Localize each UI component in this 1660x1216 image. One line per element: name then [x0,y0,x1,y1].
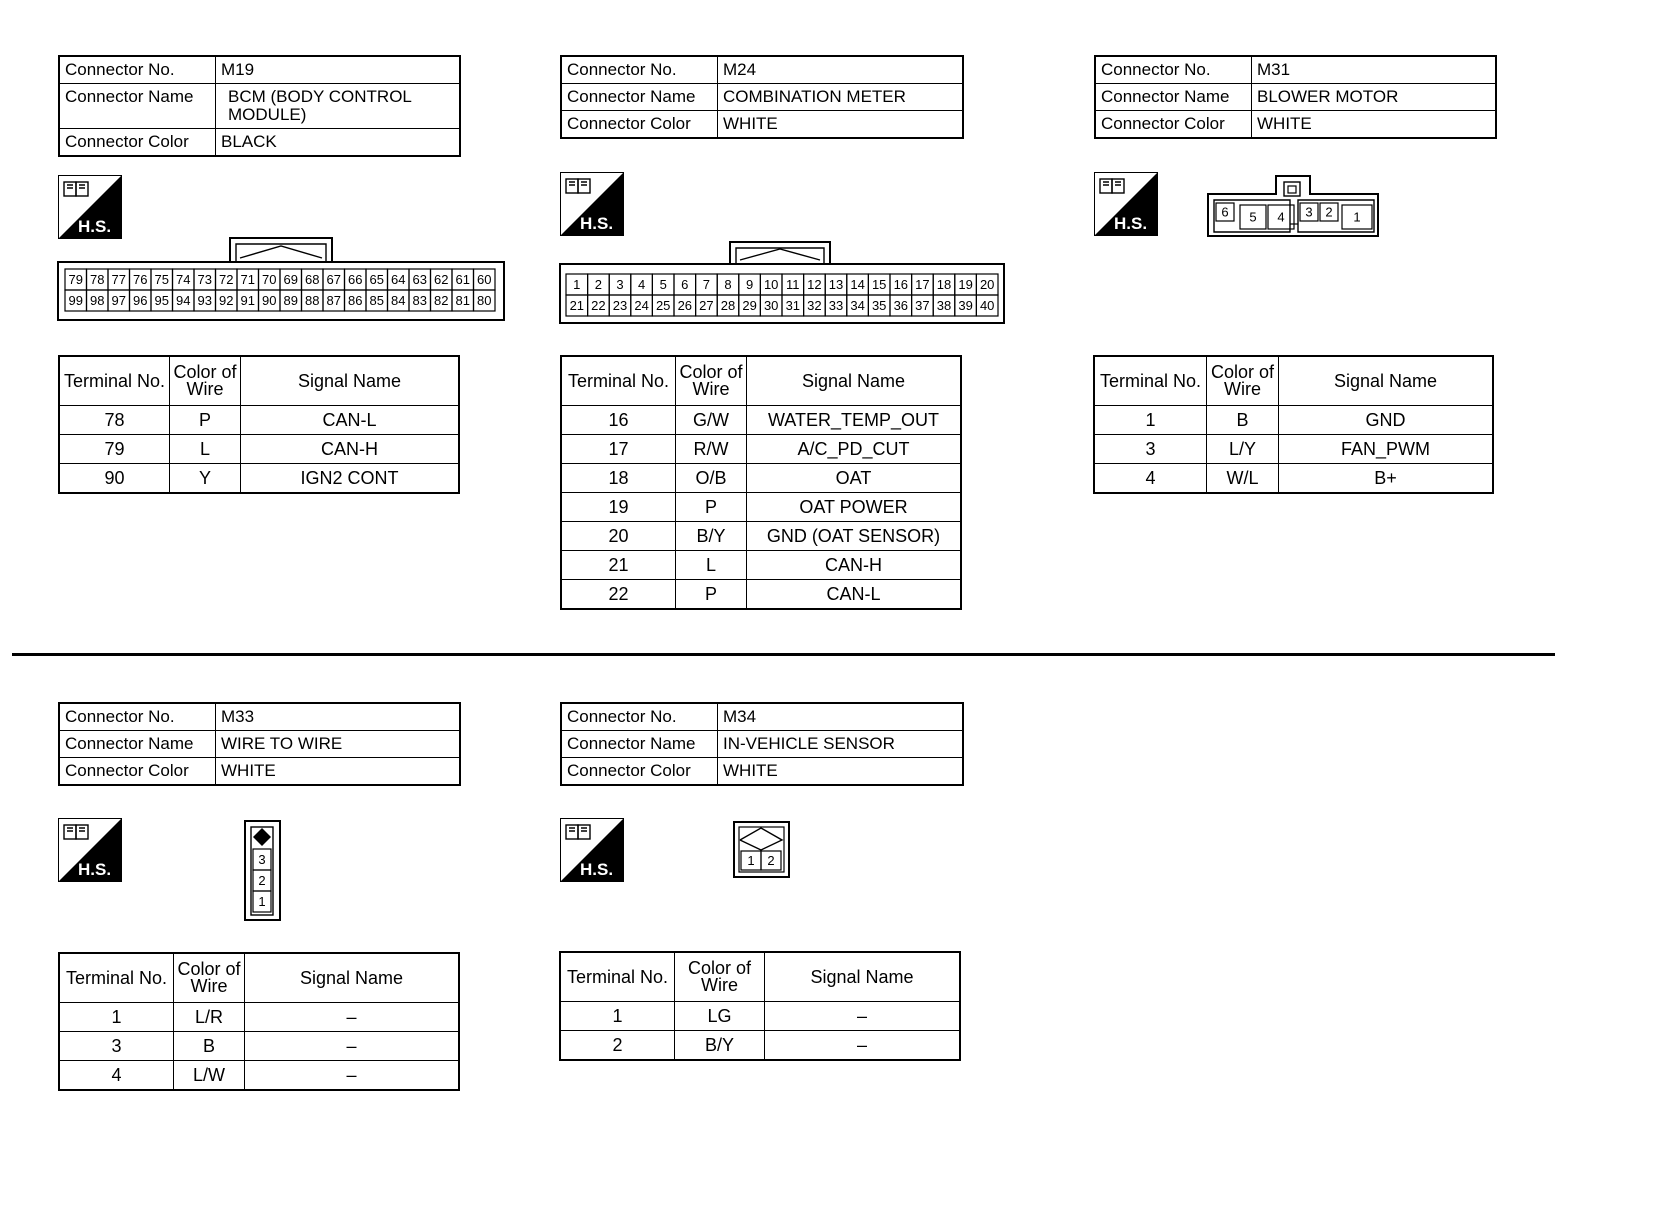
pin-number: 93 [197,293,212,308]
pin-number: 7 [702,277,711,292]
pin-number: 39 [958,298,973,313]
table-row [59,1003,459,1032]
wire-color: L [170,435,241,464]
pin-number: 94 [176,293,191,308]
pin-number: 2 [1325,204,1333,220]
pin-number: 3 [258,852,266,867]
terminal-no: 21 [561,551,676,580]
pin-number: 99 [68,293,83,308]
pin-number: 61 [455,272,470,287]
wire-color: Y [170,464,241,494]
pin-number: 16 [893,277,909,292]
signal-name: GND [1279,406,1494,435]
pin-number: 2 [258,873,266,888]
hs-label: H.S. [1114,214,1148,233]
pin-number: 92 [219,293,234,308]
keyway-diamond-icon [253,828,271,846]
signal-name: – [245,1061,460,1091]
pin-number: 90 [262,293,277,308]
pin-number: 34 [850,298,865,313]
pin-number: 31 [785,298,801,313]
table-row [1094,464,1493,494]
wire-color: B/Y [675,1031,765,1061]
connector-color-label: Connector Color [1095,111,1252,139]
terminal-no: 1 [59,1003,174,1032]
terminal-no: 17 [561,435,676,464]
wire-color: L [676,551,747,580]
terminal-no: 16 [561,406,676,435]
pin-number: 23 [612,298,628,313]
pin-number: 29 [742,298,757,313]
pin-number: 27 [699,298,714,313]
signal-name: – [245,1032,460,1061]
wire-color-header: Color of Wire [675,952,765,1002]
wire-color: P [676,493,747,522]
pin-number: 28 [720,298,736,313]
keyway-chevron-icon [740,828,782,850]
table-row [561,551,961,580]
connector-name-value: COMBINATION METER [718,84,964,111]
connector-name-value: WIRE TO WIRE [216,731,461,758]
wire-color: L/W [174,1061,245,1091]
pin-number: 97 [111,293,126,308]
terminal-no-header: Terminal No. [1094,356,1207,406]
pin-number: 20 [979,277,995,292]
table-row [561,464,961,493]
terminal-no-header: Terminal No. [560,952,675,1002]
pin-number: 79 [68,272,83,287]
pin-number: 22 [591,298,606,313]
signal-name: CAN-L [747,580,962,610]
connector-color-label: Connector Color [59,758,216,786]
signal-name-header: Signal Name [241,356,460,406]
terminal-no-header: Terminal No. [59,953,174,1003]
pin-number: 62 [434,272,449,287]
m31-connector-face [1206,172,1382,240]
pin-number: 98 [90,293,105,308]
pin-number: 17 [915,277,930,292]
signal-name: – [765,1031,961,1061]
m24-terminal-table [560,355,962,610]
pin-number: 11 [786,277,800,292]
connector-color-label: Connector Color [561,111,718,139]
terminal-no: 22 [561,580,676,610]
table-row [1094,406,1493,435]
wire-color-header: Color of Wire [170,356,241,406]
table-row [1094,435,1493,464]
signal-name-header: Signal Name [747,356,962,406]
pin-number: 88 [305,293,320,308]
pin-number: 2 [594,277,603,292]
wire-color: O/B [676,464,747,493]
harness-side-icon [58,818,122,882]
connector-color-label: Connector Color [59,129,216,157]
pin-number: 83 [412,293,427,308]
m33-info-table [58,702,461,786]
connector-name-value: BLOWER MOTOR [1252,84,1497,111]
pin-number: 89 [283,293,298,308]
pin-number: 6 [1221,204,1229,220]
pin-number: 4 [1277,209,1285,225]
connector-color-value: WHITE [718,111,964,139]
table-row [59,406,459,435]
pin-number: 26 [677,298,693,313]
table-row [561,522,961,551]
m34-connector-face [732,820,792,880]
pin-number: 25 [655,298,671,313]
connector-color-value: BLACK [216,129,461,157]
signal-name: FAN_PWM [1279,435,1494,464]
pin-number: 40 [979,298,995,313]
table-row [561,406,961,435]
pin-number: 72 [219,272,234,287]
terminal-no: 4 [1094,464,1207,494]
signal-name: – [245,1003,460,1032]
hs-label: H.S. [580,214,614,233]
table-row [561,435,961,464]
pin-number: 32 [807,298,822,313]
pin-number: 13 [828,277,844,292]
pin-number: 38 [936,298,952,313]
signal-name: OAT [747,464,962,493]
wire-color: R/W [676,435,747,464]
table-row [59,1061,459,1091]
pin-number: 6 [681,277,689,292]
connector-no-label: Connector No. [1095,56,1252,84]
pin-number: 65 [369,272,384,287]
m24-info-table [560,55,964,139]
terminal-no: 2 [560,1031,675,1061]
m33-terminal-table [58,952,460,1091]
pin-number: 69 [283,272,298,287]
pin-number: 1 [1353,209,1361,225]
signal-name: CAN-L [241,406,460,435]
m34-terminal-table [559,951,961,1061]
signal-name: GND (OAT SENSOR) [747,522,962,551]
m34-info-table [560,702,964,786]
pin-number: 15 [871,277,887,292]
signal-name-header: Signal Name [245,953,460,1003]
wire-color: B [1207,406,1279,435]
pin-number: 37 [915,298,930,313]
terminal-no: 4 [59,1061,174,1091]
pin-number: 9 [745,277,754,292]
pin-number: 78 [90,272,105,287]
wire-color-header: Color of Wire [676,356,747,406]
pin-number: 30 [763,298,779,313]
pin-number: 67 [326,272,341,287]
connector-name-value: IN-VEHICLE SENSOR [718,731,964,758]
table-row [59,435,459,464]
connector-name-label: Connector Name [1095,84,1252,111]
connector-name-label: Connector Name [561,731,718,758]
wire-color: P [170,406,241,435]
pin-number: 66 [348,272,363,287]
pin-number: 63 [412,272,427,287]
pin-number: 18 [936,277,952,292]
hs-label: H.S. [580,860,614,879]
pin-number: 12 [807,277,822,292]
pin-number: 73 [197,272,212,287]
wire-color: B [174,1032,245,1061]
table-row [560,1002,960,1031]
wire-color: L/Y [1207,435,1279,464]
connector-color-value: WHITE [216,758,461,786]
pin-number: 4 [637,277,646,292]
wire-color-header: Color of Wire [174,953,245,1003]
pin-number: 1 [573,277,581,292]
connector-name-value: BCM (BODY CONTROL MODULE) [216,84,461,129]
pin-number: 1 [258,894,266,909]
pin-number: 74 [176,272,191,287]
terminal-no: 3 [1094,435,1207,464]
m19-connector-face [56,236,506,322]
pin-number: 33 [828,298,844,313]
connector-no-label: Connector No. [59,56,216,84]
pin-number: 10 [763,277,779,292]
pin-number: 64 [391,272,406,287]
signal-name: A/C_PD_CUT [747,435,962,464]
signal-name: – [765,1002,961,1031]
m33-connector-face [243,819,283,923]
connector-no-value: M19 [216,56,461,84]
connector-name-label: Connector Name [59,84,216,129]
pin-number: 84 [391,293,406,308]
hs-label: H.S. [78,860,112,879]
terminal-no: 20 [561,522,676,551]
pin-number: 80 [477,293,492,308]
pin-number: 3 [1305,204,1313,220]
pin-number: 35 [871,298,887,313]
terminal-no-header: Terminal No. [561,356,676,406]
section-divider [12,653,1555,656]
connector-name-label: Connector Name [59,731,216,758]
terminal-no: 18 [561,464,676,493]
signal-name-header: Signal Name [1279,356,1494,406]
connector-no-value: M33 [216,703,461,731]
signal-name: CAN-H [241,435,460,464]
connector-color-label: Connector Color [561,758,718,786]
pin-number: 19 [958,277,973,292]
signal-name: B+ [1279,464,1494,494]
wire-color: LG [675,1002,765,1031]
pin-number: 85 [369,293,384,308]
wire-color: P [676,580,747,610]
wire-color: B/Y [676,522,747,551]
pin-number: 60 [477,272,492,287]
m19-info-table [58,55,461,157]
signal-name-header: Signal Name [765,952,961,1002]
pin-number: 36 [893,298,909,313]
table-row [59,464,459,494]
signal-name: OAT POWER [747,493,962,522]
pin-number: 8 [724,277,732,292]
signal-name: CAN-H [747,551,962,580]
connector-no-label: Connector No. [561,56,718,84]
connector-color-value: WHITE [1252,111,1497,139]
m19-terminal-table [58,355,460,494]
terminal-no-header: Terminal No. [59,356,170,406]
terminal-no: 90 [59,464,170,494]
terminal-no: 1 [1094,406,1207,435]
connector-no-label: Connector No. [561,703,718,731]
harness-side-icon [560,172,624,236]
pin-number: 1 [747,853,755,868]
connector-no-value: M34 [718,703,964,731]
pin-number: 71 [240,272,255,287]
wire-color: G/W [676,406,747,435]
pin-number: 96 [133,293,148,308]
pin-number: 2 [767,853,775,868]
pin-number: 24 [634,298,649,313]
pin-number: 95 [154,293,169,308]
connector-no-value: M24 [718,56,964,84]
m31-info-table [1094,55,1497,139]
table-row [59,1032,459,1061]
pin-number: 68 [305,272,320,287]
wire-color-header: Color of Wire [1207,356,1279,406]
pin-number: 75 [154,272,169,287]
pin-number: 70 [262,272,277,287]
terminal-no: 3 [59,1032,174,1061]
terminal-no: 19 [561,493,676,522]
connector-name-label: Connector Name [561,84,718,111]
wire-color: L/R [174,1003,245,1032]
pin-number: 77 [111,272,126,287]
signal-name: IGN2 CONT [241,464,460,494]
pin-number: 3 [616,277,624,292]
pin-number: 87 [326,293,341,308]
connector-no-label: Connector No. [59,703,216,731]
connector-color-value: WHITE [718,758,964,786]
harness-side-icon [1094,172,1158,236]
pin-number: 5 [659,277,667,292]
m24-connector-face [558,240,1006,326]
pin-number: 5 [1249,209,1257,225]
pin-number: 86 [348,293,363,308]
wire-color: W/L [1207,464,1279,494]
terminal-no: 79 [59,435,170,464]
harness-side-icon [58,175,122,239]
signal-name: WATER_TEMP_OUT [747,406,962,435]
terminal-no: 1 [560,1002,675,1031]
m31-terminal-table [1093,355,1494,494]
table-row [561,493,961,522]
table-row [561,580,961,610]
pin-number: 91 [240,293,255,308]
pin-number: 81 [455,293,470,308]
pin-number: 76 [133,272,148,287]
hs-label: H.S. [78,217,112,236]
pin-number: 14 [850,277,865,292]
terminal-no: 78 [59,406,170,435]
table-row [560,1031,960,1061]
pin-number: 21 [569,298,585,313]
connector-no-value: M31 [1252,56,1497,84]
pin-number: 82 [434,293,449,308]
harness-side-icon [560,818,624,882]
